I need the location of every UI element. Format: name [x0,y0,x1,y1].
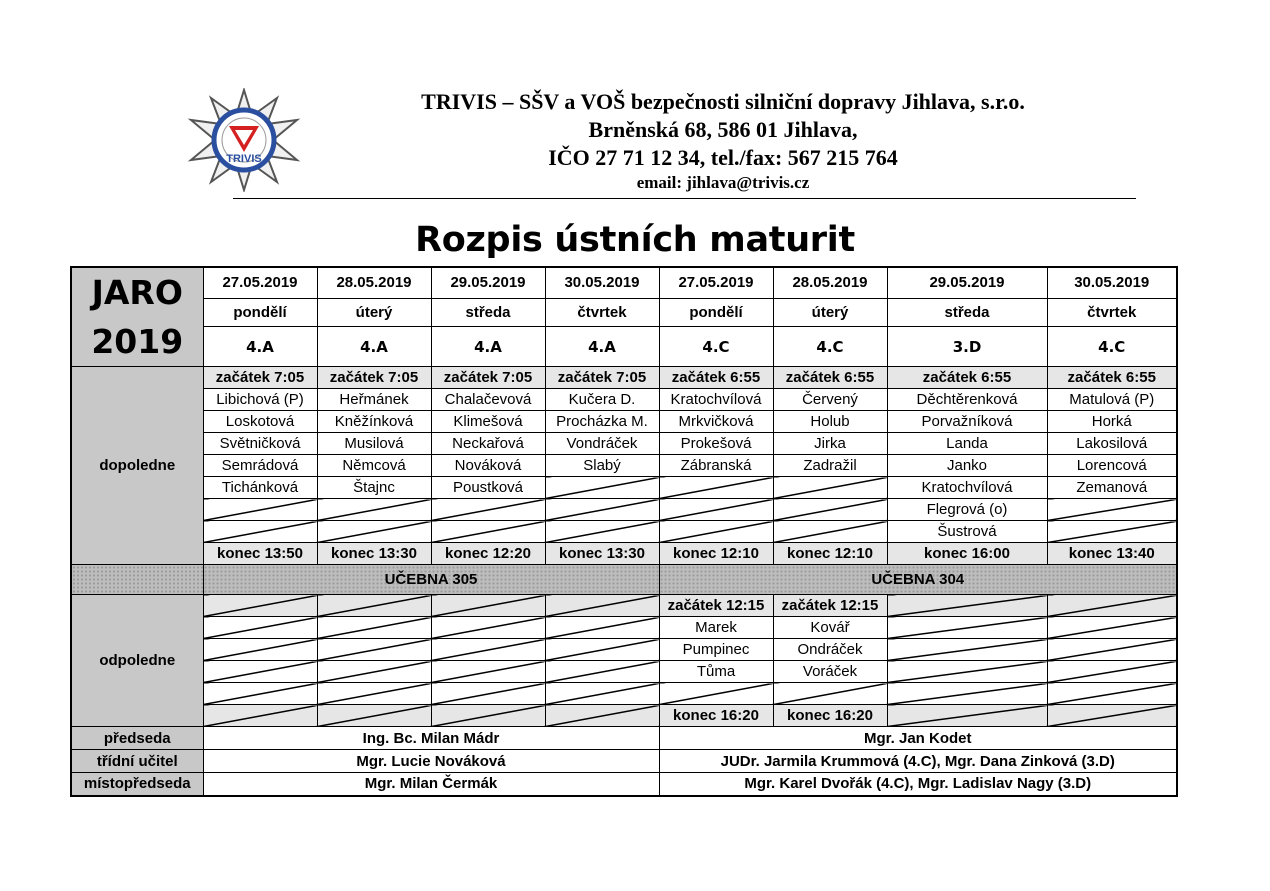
column-date: 27.05.2019 [659,267,773,298]
student-name [203,499,317,521]
student-name: Štajnc [317,477,431,499]
student-name [431,683,545,705]
header-day-row [71,298,1177,326]
committee-member-right: Mgr. Jan Kodet [659,727,1177,750]
student-name: Matulová (P) [1047,389,1177,411]
end-time: konec 16:00 [887,543,1047,565]
student-name: Heřmánek [317,389,431,411]
start-time [887,595,1047,617]
committee-row [71,773,1177,796]
student-name [1047,617,1177,639]
afternoon-label: odpoledne [71,595,203,727]
student-name: Lakosilová [1047,433,1177,455]
student-name: Vondráček [545,433,659,455]
start-time: začátek 6:55 [773,367,887,389]
student-row [71,661,1177,683]
end-time [317,705,431,727]
student-name [203,617,317,639]
student-name: Neckařová [431,433,545,455]
column-class: 4.A [545,327,659,367]
student-name: Kučera D. [545,389,659,411]
student-name: Světničková [203,433,317,455]
student-name [317,661,431,683]
student-name: Libichová (P) [203,389,317,411]
logo-text: TRIVIS [226,153,262,165]
student-name: Červený [773,389,887,411]
end-time: konec 13:30 [545,543,659,565]
exam-schedule-table [70,266,1178,797]
student-name: Lorencová [1047,455,1177,477]
room-label: UČEBNA 305 [203,565,659,595]
start-time: začátek 7:05 [203,367,317,389]
committee-member-left: Mgr. Milan Čermák [203,773,659,796]
end-time: konec 16:20 [773,705,887,727]
start-time: začátek 6:55 [887,367,1047,389]
student-name [659,477,773,499]
page-title: Rozpis ústních maturit [415,220,855,260]
student-name [431,639,545,661]
student-name: Mrkvičková [659,411,773,433]
column-date: 27.05.2019 [203,267,317,298]
student-name [1047,661,1177,683]
student-name: Procházka M. [545,411,659,433]
student-name [431,521,545,543]
student-name [659,683,773,705]
student-name: Loskotová [203,411,317,433]
student-name: Tichánková [203,477,317,499]
morning-start-row [71,367,1177,389]
column-day: úterý [773,298,887,326]
student-name [203,521,317,543]
column-class: 4.A [203,327,317,367]
end-time: konec 13:30 [317,543,431,565]
student-name: Šustrová [887,521,1047,543]
column-day: středa [431,298,545,326]
student-name: Musilová [317,433,431,455]
column-date: 28.05.2019 [773,267,887,298]
column-date: 29.05.2019 [431,267,545,298]
student-name [1047,521,1177,543]
student-name [1047,683,1177,705]
afternoon-start-row [71,595,1177,617]
committee-member-left: Mgr. Lucie Nováková [203,750,659,773]
term-cell [71,267,203,367]
student-name [203,661,317,683]
committee-member-right: Mgr. Karel Dvořák (4.C), Mgr. Ladislav Nagy (3.D) [659,773,1177,796]
student-name [545,639,659,661]
student-name [659,521,773,543]
header-class-row [71,327,1177,367]
student-name: Zábranská [659,455,773,477]
column-day: středa [887,298,1047,326]
start-time: začátek 7:05 [431,367,545,389]
student-name [545,683,659,705]
start-time: začátek 12:15 [659,595,773,617]
student-name: Zemanová [1047,477,1177,499]
student-name: Němcová [317,455,431,477]
student-name [317,683,431,705]
student-name [317,499,431,521]
student-name: Poustková [431,477,545,499]
student-row [71,639,1177,661]
student-name [1047,639,1177,661]
student-row [71,617,1177,639]
school-address: Brněnská 68, 586 01 Jihlava, [588,117,858,142]
student-name: Pumpinec [659,639,773,661]
student-name [203,639,317,661]
term-year: 2019 [91,322,184,361]
end-time: konec 16:20 [659,705,773,727]
column-class: 4.A [317,327,431,367]
student-name: Zadražil [773,455,887,477]
student-name: Prokešová [659,433,773,455]
student-name: Jirka [773,433,887,455]
student-name [317,617,431,639]
student-name [773,499,887,521]
column-day: čtvrtek [1047,298,1177,326]
student-name [545,477,659,499]
committee-member-right: JUDr. Jarmila Krummová (4.C), Mgr. Dana Zinková (3.D) [659,750,1177,773]
committee-role: třídní učitel [71,750,203,773]
student-name: Chalačevová [431,389,545,411]
column-class: 4.A [431,327,545,367]
student-name: Slabý [545,455,659,477]
column-day: čtvrtek [545,298,659,326]
student-name: Tůma [659,661,773,683]
start-time [431,595,545,617]
column-class: 4.C [659,327,773,367]
student-name: Flegrová (o) [887,499,1047,521]
start-time [203,595,317,617]
student-name: Marek [659,617,773,639]
column-day: úterý [317,298,431,326]
student-name [887,639,1047,661]
student-name: Děchtěrenková [887,389,1047,411]
column-date: 29.05.2019 [887,267,1047,298]
end-time [203,705,317,727]
student-name [887,617,1047,639]
column-day: pondělí [659,298,773,326]
student-name [317,521,431,543]
term-season: JARO [91,273,183,312]
student-name: Holub [773,411,887,433]
student-name [545,661,659,683]
end-time [545,705,659,727]
student-name: Ondráček [773,639,887,661]
student-name [431,617,545,639]
column-date: 30.05.2019 [1047,267,1177,298]
afternoon-end-row [71,705,1177,727]
student-name: Kovář [773,617,887,639]
end-time: konec 13:50 [203,543,317,565]
committee-row [71,750,1177,773]
end-time [431,705,545,727]
student-row [71,455,1177,477]
morning-end-row [71,543,1177,565]
school-contact: IČO 27 71 12 34, tel./fax: 567 215 764 [548,145,898,170]
student-name: Kratochvílová [659,389,773,411]
student-name [545,617,659,639]
student-row [71,433,1177,455]
end-time [1047,705,1177,727]
start-time: začátek 12:15 [773,595,887,617]
end-time: konec 12:10 [773,543,887,565]
student-name: Voráček [773,661,887,683]
student-name: Janko [887,455,1047,477]
start-time [317,595,431,617]
student-name [431,499,545,521]
student-name [773,477,887,499]
student-name: Porvažníková [887,411,1047,433]
trivis-logo [185,88,303,192]
column-date: 28.05.2019 [317,267,431,298]
student-name: Semrádová [203,455,317,477]
morning-label: dopoledne [71,367,203,565]
student-name [545,499,659,521]
student-name [887,661,1047,683]
start-time [1047,595,1177,617]
student-name [203,683,317,705]
room-label: UČEBNA 304 [659,565,1177,595]
student-name: Horká [1047,411,1177,433]
student-row [71,477,1177,499]
end-time: konec 12:20 [431,543,545,565]
student-row [71,411,1177,433]
student-name [773,521,887,543]
start-time: začátek 6:55 [1047,367,1177,389]
student-row [71,499,1177,521]
committee-role: místopředseda [71,773,203,796]
student-row [71,683,1177,705]
student-name [773,683,887,705]
end-time [887,705,1047,727]
start-time: začátek 7:05 [317,367,431,389]
start-time: začátek 7:05 [545,367,659,389]
student-name [1047,499,1177,521]
start-time: začátek 6:55 [659,367,773,389]
header-divider [233,198,1136,199]
header-date-row [71,267,1177,298]
letterhead [185,88,1145,203]
column-date: 30.05.2019 [545,267,659,298]
end-time: konec 13:40 [1047,543,1177,565]
student-name: Klimešová [431,411,545,433]
committee-row [71,727,1177,750]
column-class: 4.C [1047,327,1177,367]
room-row [71,565,1177,595]
committee-role: předseda [71,727,203,750]
student-name: Landa [887,433,1047,455]
committee-member-left: Ing. Bc. Milan Mádr [203,727,659,750]
student-row [71,389,1177,411]
student-name [317,639,431,661]
student-name [431,661,545,683]
student-row [71,521,1177,543]
student-name [887,683,1047,705]
end-time: konec 12:10 [659,543,773,565]
student-name: Kněžínková [317,411,431,433]
school-name: TRIVIS – SŠV a VOŠ bezpečnosti silniční dopravy Jihlava, s.r.o. [421,89,1025,114]
school-email: email: jihlava@trivis.cz [636,173,810,192]
student-name [545,521,659,543]
column-class: 3.D [887,327,1047,367]
column-day: pondělí [203,298,317,326]
column-class: 4.C [773,327,887,367]
student-name: Kratochvílová [887,477,1047,499]
student-name [659,499,773,521]
student-name: Nováková [431,455,545,477]
start-time [545,595,659,617]
room-row-spacer [71,565,203,595]
